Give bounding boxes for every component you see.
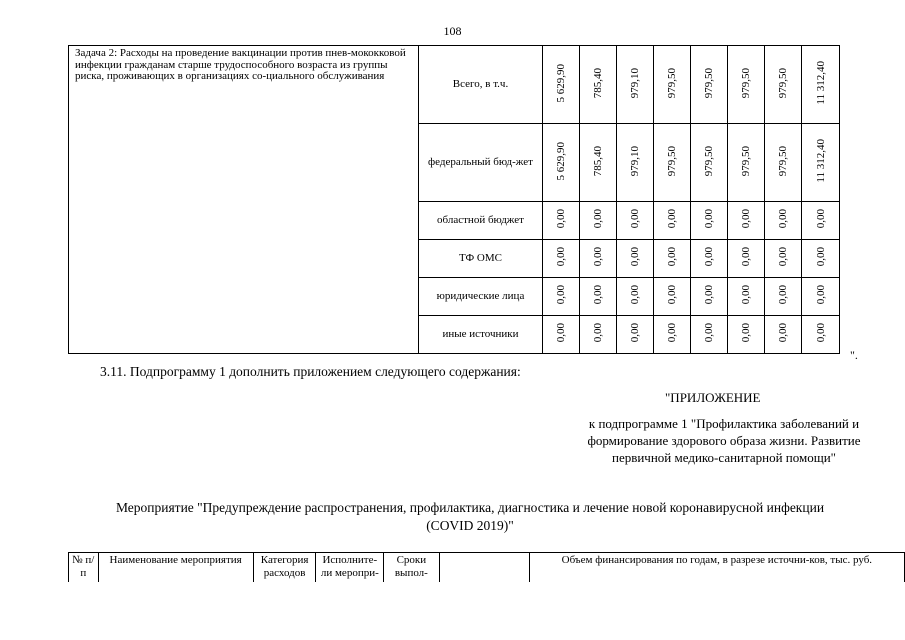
value-text: 0,00 bbox=[666, 285, 678, 305]
value-cell bbox=[728, 278, 765, 316]
value-text: 0,00 bbox=[814, 323, 827, 343]
value-text: 0,00 bbox=[666, 323, 678, 343]
value-cell bbox=[580, 46, 617, 124]
value-cell bbox=[580, 124, 617, 202]
value-text: 0,00 bbox=[740, 323, 752, 343]
value-cell bbox=[765, 278, 802, 316]
header-name: Наименование мероприятия bbox=[98, 553, 253, 583]
value-cell bbox=[617, 240, 654, 278]
value-text: 979,50 bbox=[777, 67, 789, 99]
value-cell bbox=[765, 46, 802, 124]
value-text: 785,40 bbox=[592, 145, 604, 177]
value-text: 979,50 bbox=[740, 67, 752, 99]
value-text: 0,00 bbox=[555, 247, 567, 267]
value-cell bbox=[617, 46, 654, 124]
amendment-paragraph: 3.11. Подпрограмму 1 дополнить приложением следующего содержания: bbox=[100, 364, 521, 379]
value-cell bbox=[654, 240, 691, 278]
value-text: 979,10 bbox=[629, 145, 641, 177]
value-text: 0,00 bbox=[592, 247, 604, 267]
closing-quote: ". bbox=[850, 348, 858, 362]
value-cell bbox=[617, 278, 654, 316]
value-text: 0,00 bbox=[703, 285, 715, 305]
value-text: 0,00 bbox=[703, 247, 715, 267]
value-text: 5 629,90 bbox=[555, 141, 567, 181]
appendix-title: "ПРИЛОЖЕНИЕ bbox=[665, 390, 761, 405]
value-cell bbox=[543, 316, 580, 354]
value-cell bbox=[543, 278, 580, 316]
funding-source: ТФ ОМС bbox=[419, 240, 543, 278]
value-text: 785,40 bbox=[592, 67, 604, 99]
value-text: 979,50 bbox=[740, 145, 752, 177]
value-cell bbox=[543, 124, 580, 202]
value-cell bbox=[728, 316, 765, 354]
value-text: 0,00 bbox=[703, 209, 715, 229]
value-cell bbox=[765, 316, 802, 354]
value-cell bbox=[654, 202, 691, 240]
value-text: 0,00 bbox=[592, 285, 604, 305]
value-text: 0,00 bbox=[777, 209, 789, 229]
value-text: 0,00 bbox=[629, 209, 641, 229]
value-cell bbox=[765, 124, 802, 202]
value-cell bbox=[765, 240, 802, 278]
appendix-subtitle: к подпрограмме 1 "Профилактика заболеваний и формирование здорового образа жизни. Развитие первичной медико-санитарной помощи" bbox=[587, 416, 861, 465]
value-cell bbox=[802, 202, 840, 240]
header-category: Категория расходов bbox=[253, 553, 316, 583]
value-cell bbox=[728, 46, 765, 124]
value-cell bbox=[580, 278, 617, 316]
value-cell bbox=[691, 316, 728, 354]
value-cell bbox=[617, 124, 654, 202]
value-cell bbox=[802, 240, 840, 278]
value-cell bbox=[802, 46, 840, 124]
page-number: 108 bbox=[443, 24, 462, 38]
value-text: 5 629,90 bbox=[555, 63, 567, 103]
value-text: 0,00 bbox=[777, 247, 789, 267]
value-text: 979,50 bbox=[777, 145, 789, 177]
measure-title: Мероприятие "Предупреждение распространения, профилактика, диагностика и лечение новой коронавирусной инфекции (COVID 2019)" bbox=[115, 500, 825, 533]
value-text: 0,00 bbox=[555, 209, 567, 229]
value-cell bbox=[654, 316, 691, 354]
value-text: 0,00 bbox=[592, 209, 604, 229]
header-num: № п/п bbox=[69, 553, 99, 583]
value-text: 0,00 bbox=[555, 323, 567, 343]
value-text: 0,00 bbox=[740, 209, 752, 229]
value-text: 0,00 bbox=[777, 323, 789, 343]
value-cell bbox=[802, 124, 840, 202]
value-text: 0,00 bbox=[592, 323, 604, 343]
value-cell bbox=[580, 240, 617, 278]
value-text: 11 312,40 bbox=[814, 61, 827, 105]
financing-table bbox=[68, 45, 840, 354]
value-cell bbox=[543, 240, 580, 278]
value-cell bbox=[580, 316, 617, 354]
value-cell bbox=[617, 316, 654, 354]
header-blank bbox=[439, 553, 529, 583]
value-text: 0,00 bbox=[814, 209, 827, 229]
value-text: 0,00 bbox=[629, 285, 641, 305]
value-cell bbox=[728, 240, 765, 278]
value-text: 11 312,40 bbox=[814, 139, 827, 183]
value-cell bbox=[728, 202, 765, 240]
funding-source: Всего, в т.ч. bbox=[419, 46, 543, 124]
header-terms: Сроки выпол- bbox=[384, 553, 439, 583]
value-text: 0,00 bbox=[814, 247, 827, 267]
value-text: 0,00 bbox=[555, 285, 567, 305]
value-text: 0,00 bbox=[666, 247, 678, 267]
value-cell bbox=[691, 202, 728, 240]
value-text: 979,10 bbox=[629, 67, 641, 99]
value-text: 979,50 bbox=[703, 67, 715, 99]
table-row bbox=[69, 46, 840, 124]
value-text: 0,00 bbox=[740, 285, 752, 305]
financing-table-body bbox=[69, 46, 840, 354]
value-text: 979,50 bbox=[703, 145, 715, 177]
header-executors: Исполните-ли меропри- bbox=[316, 553, 384, 583]
value-cell bbox=[654, 278, 691, 316]
value-cell bbox=[543, 46, 580, 124]
header-financing: Объем финансирования по годам, в разрезе источни-ков, тыс. руб. bbox=[529, 553, 904, 583]
value-cell bbox=[765, 202, 802, 240]
value-cell bbox=[691, 278, 728, 316]
value-text: 0,00 bbox=[777, 285, 789, 305]
value-text: 0,00 bbox=[629, 323, 641, 343]
value-cell bbox=[654, 46, 691, 124]
value-text: 0,00 bbox=[740, 247, 752, 267]
task-description: Задача 2: Расходы на проведение вакцинации против пнев-мококковой инфекции гражданам старше трудоспособного возраста из группы риска, проживающих в организациях со-циального обслуживания bbox=[69, 46, 419, 354]
value-cell bbox=[802, 278, 840, 316]
value-text: 979,50 bbox=[666, 67, 678, 99]
value-text: 0,00 bbox=[629, 247, 641, 267]
funding-source: юридические лица bbox=[419, 278, 543, 316]
value-cell bbox=[580, 202, 617, 240]
value-cell bbox=[802, 316, 840, 354]
funding-source: областной бюджет bbox=[419, 202, 543, 240]
funding-source: иные источники bbox=[419, 316, 543, 354]
value-text: 979,50 bbox=[666, 145, 678, 177]
value-cell bbox=[691, 46, 728, 124]
funding-source: федеральный бюд-жет bbox=[419, 124, 543, 202]
value-cell bbox=[728, 124, 765, 202]
value-cell bbox=[617, 202, 654, 240]
value-text: 0,00 bbox=[814, 285, 827, 305]
value-cell bbox=[654, 124, 691, 202]
value-cell bbox=[543, 202, 580, 240]
measure-header-table bbox=[68, 552, 905, 582]
header-row bbox=[69, 553, 905, 583]
value-text: 0,00 bbox=[666, 209, 678, 229]
value-cell bbox=[691, 240, 728, 278]
value-text: 0,00 bbox=[703, 323, 715, 343]
value-cell bbox=[691, 124, 728, 202]
